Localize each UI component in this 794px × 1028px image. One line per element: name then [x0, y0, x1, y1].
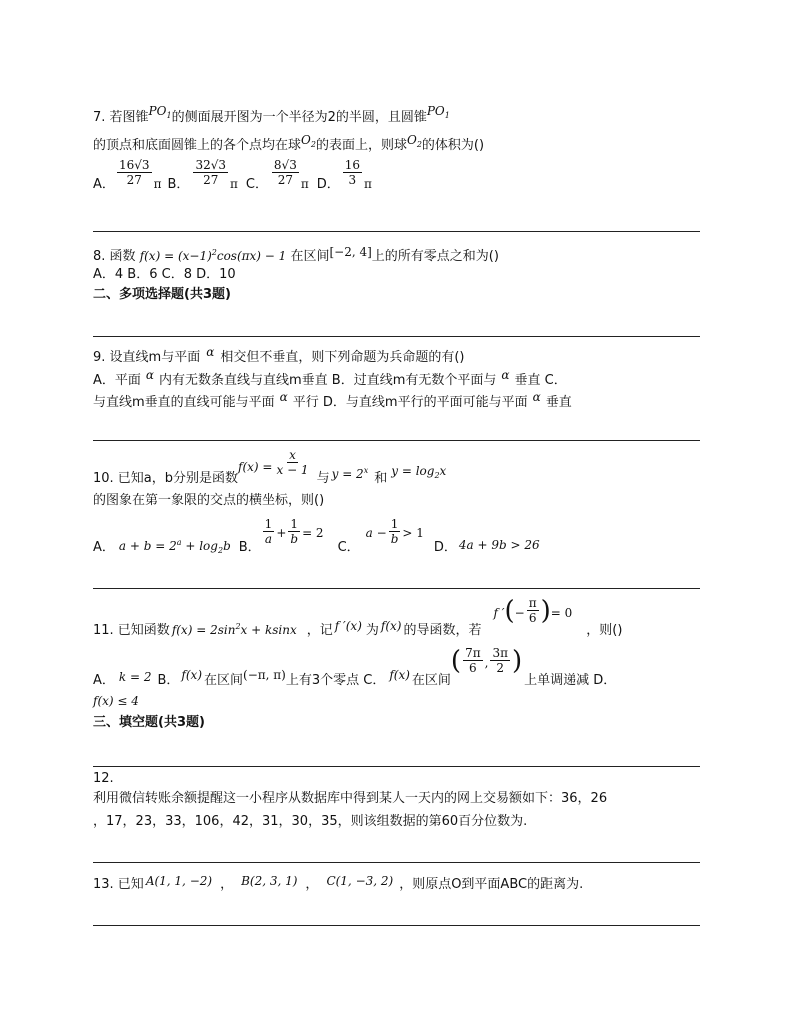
q13-line1: 13. 已知 A(1, 1, −2) ， B(2, 3, 1) ， C(1, −3, 2) ，则原点O到平面ABC的距离为. [93, 874, 584, 892]
q9-line1: 9. 设直线m与平面 α 相交但不垂直，则下列命题为兵命题的有() [93, 345, 465, 365]
q10-line1: 10. 已知a，b分别是函数f(x) = $\frac{x}{x - 1}$ 与 $y = 2^x$和 $y = \log_2x$ [93, 448, 447, 486]
q8-line1: 8. 函数 $f(x) = (x-1)^2\cos(\pi x) - 1$ 在区间[−2, 4]上的所有零点之和为() [93, 245, 499, 264]
q9-line2: A．平面 α 内有无数条直线与直线m垂直 B．过直线m有无数个平面与 α 垂直 C． [93, 368, 567, 388]
q10-options: A． $a + b = 2^a + \log_2b$ B． $\frac{1}{a}$ + $\frac{1}{b}$ = 2C．a − $\frac{1}{b}$ > 1D． 4a + 9b > 26 [93, 517, 540, 555]
divider [93, 766, 700, 767]
section-heading-fill-in: 三、填空题(共3题) [93, 715, 205, 730]
q8-options: A．4 B．6 C．8 D．10 [93, 267, 236, 282]
q11-line1: 11. 已知函数 $f(x) = 2\sin^2x + ksinx$ ，记 f ′(x) 为 f(x) 的导函数，若f ′(− $\frac{\pi}{6}$ )= 0，则() [93, 596, 623, 638]
divider [93, 231, 700, 232]
divider [93, 440, 700, 441]
q11-line2: A． k = 2 B． f(x) 在区间(−π, π)上有3个零点 C． f(x) 在区间( $\frac{7\pi}{6}$ , $\frac{3\pi}{2}$ )上单调递减 D． [93, 646, 617, 688]
divider [93, 588, 700, 589]
q12-line2: 利用微信转账余额提醒这一小程序从数据库中得到某人一天内的网上交易额如下：36，26 [93, 791, 608, 806]
q7-options: A． $\frac{16√3}{27}$ π B． $\frac{32√3}{27}$ π C． $\frac{8√3}{27}$ π D． $\frac{16}{3}$ π [93, 158, 372, 192]
divider [93, 336, 700, 337]
q12-line1: 12. [93, 771, 114, 786]
q10-line2: 的图象在第一象限的交点的横坐标，则() [93, 493, 325, 508]
divider [93, 925, 700, 926]
divider [93, 862, 700, 863]
section-heading-multiple-choice: 二、多项选择题(共3题) [93, 287, 231, 302]
q7-line2: 的顶点和底面圆锥上的各个点均在球$O_2$的表面上，则球$O_2$的体积为() [93, 133, 485, 153]
q7-line1: 7. 若图锥$PO_1$的侧面展开图为一个半径为2的半圆，且圆锥$PO_1$ [93, 104, 450, 125]
q9-line3: 与直线m垂直的直线可能与平面 α 平行 D．与直线m平行的平面可能与平面 α 垂直 [93, 390, 572, 410]
q12-line3: ，17，23，33，106，42，31，30，35，则该组数据的第60百分位数为. [93, 814, 528, 829]
q11-line3: f(x) ≤ 4 [93, 694, 139, 708]
